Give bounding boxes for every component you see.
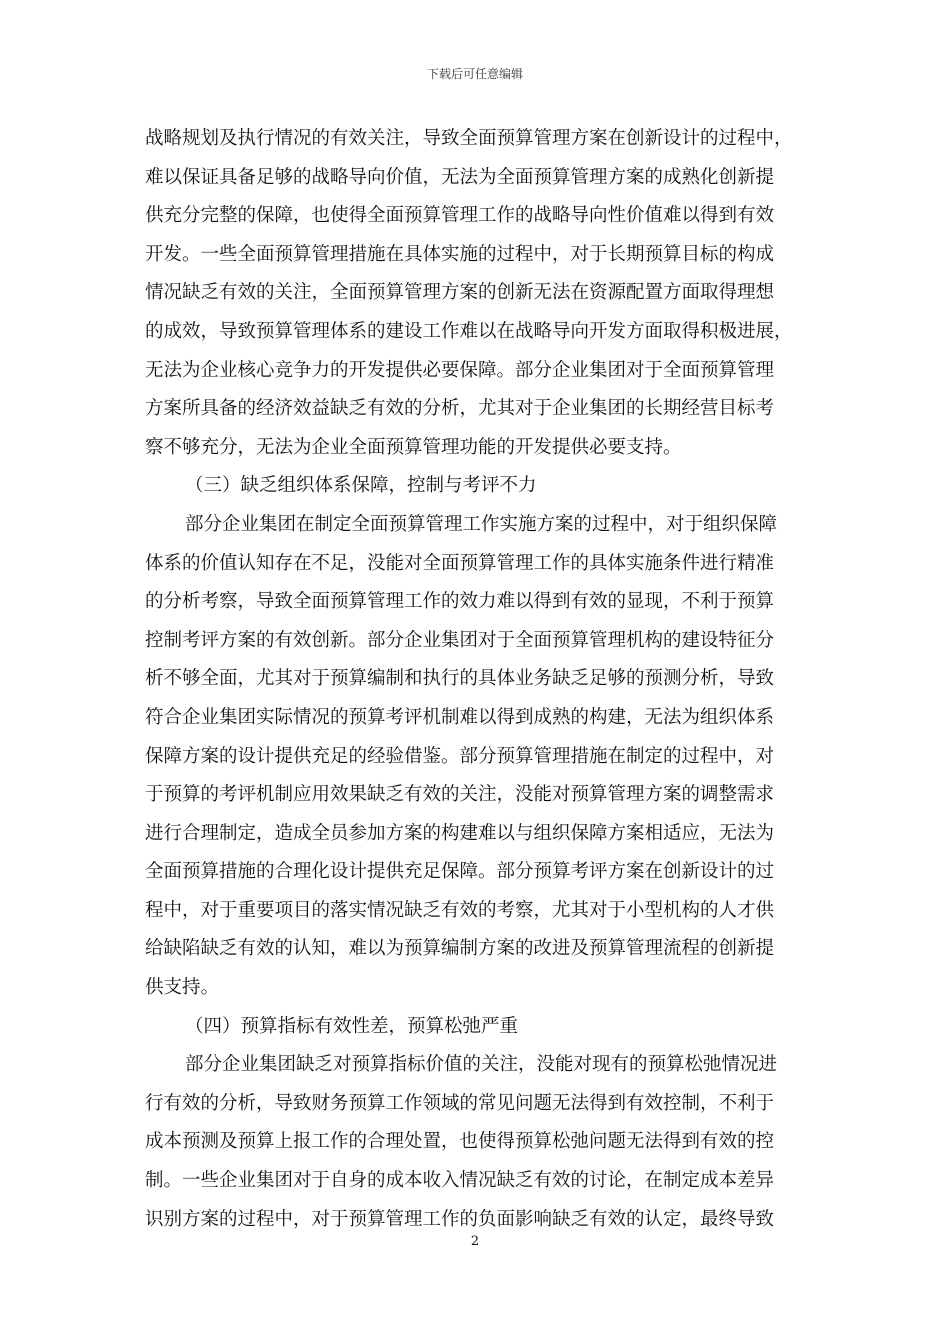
text-line: 析不够全面，尤其对于预算编制和执行的具体业务缺乏足够的预测分析，导致 — [145, 668, 775, 690]
text-line: 程中，对于重要项目的落实情况缺乏有效的考察，尤其对于小型机构的人才供 — [145, 899, 775, 921]
text-line: 供充分完整的保障，也使得全面预算管理工作的战略导向性价值难以得到有效 — [145, 205, 775, 227]
text-line: 保障方案的设计提供充足的经验借鉴。部分预算管理措施在制定的过程中，对 — [145, 745, 775, 767]
text-line: 进行合理制定，造成全员参加方案的构建难以与组织保障方案相适应，无法为 — [145, 822, 775, 844]
text-line: 供支持。 — [145, 977, 220, 999]
text-line: 部分企业集团在制定全面预算管理工作实施方案的过程中，对于组织保障 — [185, 513, 778, 535]
text-line: 行有效的分析，导致财务预算工作领域的常见问题无法得到有效控制，不利于 — [145, 1092, 775, 1114]
text-line: 方案所具备的经济效益缺乏有效的分析，尤其对于企业集团的长期经营目标考 — [145, 398, 775, 420]
text-line: 给缺陷缺乏有效的认知，难以为预算编制方案的改进及预算管理流程的创新提 — [145, 938, 775, 960]
text-line: 体系的价值认知存在不足，没能对全面预算管理工作的具体实施条件进行精准 — [145, 552, 775, 574]
text-line: 难以保证具备足够的战略导向价值，无法为全面预算管理方案的成熟化创新提 — [145, 166, 775, 188]
document-body — [145, 120, 805, 1239]
text-line: 控制考评方案的有效创新。部分企业集团对于全面预算管理机构的建设特征分 — [145, 629, 775, 651]
text-line: 成本预测及预算上报工作的合理处置，也使得预算松弛问题无法得到有效的控 — [145, 1131, 775, 1153]
text-line: 察不够充分，无法为企业全面预算管理功能的开发提供必要支持。 — [145, 436, 682, 458]
text-line: 战略规划及执行情况的有效关注，导致全面预算管理方案在创新设计的过程中， — [145, 128, 793, 149]
text-line: 识别方案的过程中，对于预算管理工作的负面影响缺乏有效的认定，最终导致 — [145, 1208, 775, 1230]
text-line: （四）预算指标有效性差，预算松弛严重 — [185, 1015, 519, 1037]
text-line: 符合企业集团实际情况的预算考评机制难以得到成熟的构建，无法为组织体系 — [145, 706, 775, 728]
text-line: （三）缺乏组织体系保障，控制与考评不力 — [185, 475, 537, 497]
text-line: 部分企业集团缺乏对预算指标价值的关注，没能对现有的预算松弛情况进 — [185, 1054, 778, 1076]
text-line: 于预算的考评机制应用效果缺乏有效的关注，没能对预算管理方案的调整需求 — [145, 784, 775, 806]
text-line: 情况缺乏有效的关注，全面预算管理方案的创新无法在资源配置方面取得理想 — [145, 282, 775, 304]
text-line: 的成效，导致预算管理体系的建设工作难以在战略导向开发方面取得积极进展， — [145, 320, 793, 342]
text-line: 的分析考察，导致全面预算管理工作的效力难以得到有效的显现，不利于预算 — [145, 591, 775, 613]
text-line: 开发。一些全面预算管理措施在具体实施的过程中，对于长期预算目标的构成 — [145, 243, 775, 265]
page-number: 2 — [470, 1234, 480, 1249]
text-line: 制。一些企业集团对于自身的成本收入情况缺乏有效的讨论，在制定成本差异 — [145, 1170, 775, 1192]
text-line: 全面预算措施的合理化设计提供充足保障。部分预算考评方案在创新设计的过 — [145, 861, 775, 883]
text-line: 无法为企业核心竞争力的开发提供必要保障。部分企业集团对于全面预算管理 — [145, 359, 775, 381]
page-header: 下载后可任意编辑 — [426, 67, 523, 81]
